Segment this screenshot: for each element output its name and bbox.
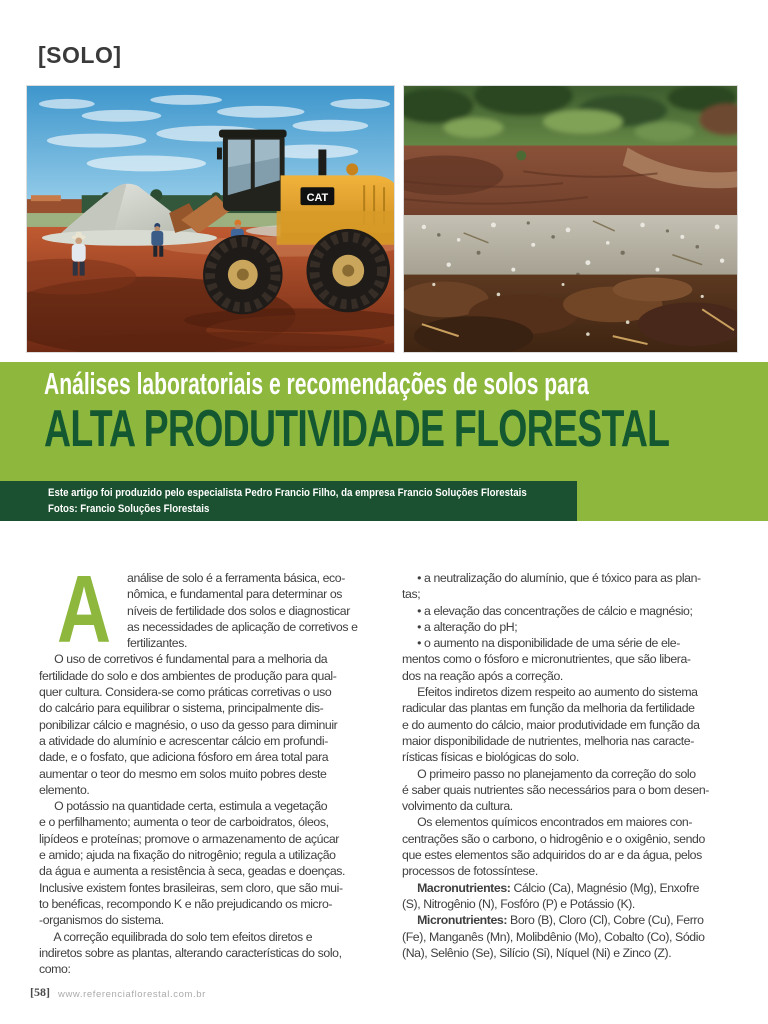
text-line: aumentar o teor do mesmo em solos muito pobres deste [39,766,327,781]
photo-loader-lime-pile [26,85,395,353]
text-line: processos de fotossíntese. [402,864,538,879]
footer-url: www.referenciaflorestal.com.br [58,989,206,1000]
text-line: • a neutralização do alumínio, que é tóxico para as plan- [402,571,701,585]
text-line: do calcário para equilibrar o sistema, principalmente dis- [39,701,324,716]
text-line: quer cultura. Considera-se como práticas corretivas o uso [39,685,332,700]
text-line: centrações são o carbono, o hidrogênio e o oxigênio, sendo [402,831,705,846]
text-line: é saber quais nutrientes são necessários para o bom desen- [402,782,709,797]
text-line: • a alteração do pH; [402,619,518,634]
text-line: Micronutrientes: Boro (B), Cloro (Cl), Cobre (Cu), Ferro [417,913,704,928]
text-line: fertilizantes. [127,636,188,651]
text-line: elemento. [39,782,90,797]
byline-line2: Fotos: Francio Soluções Florestais [48,502,210,515]
text-line: indiretos sobre as plantas, alterando características do solo, [39,945,342,960]
text-line: (Na), Selênio (Se), Silício (Si), Níquel (Ni) e Zinco (Z). [402,945,672,960]
loader-photo-illustration [27,86,394,352]
text-line: O potássio na quantidade certa, estimula a vegetação [39,799,328,814]
text-line: que estes elementos são adquiridos do ar e da água, pelos [402,848,702,863]
article-title: ALTA PRODUTIVIDADE FLORESTAL [44,400,670,458]
text-line: • o aumento na disponibilidade de uma série de ele- [402,636,680,651]
byline-line1: Este artigo foi produzido pelo especialista Pedro Francio Filho, da empresa Francio Soluções Florestais [48,487,527,499]
text-line: O primeiro passo no planejamento da correção do solo [402,766,696,781]
text-line: ponibilizar cálcio e magnésio, o uso da gesso para diminuir [39,717,338,732]
right-column-text [402,570,748,961]
text-line: volvimento da cultura. [402,799,513,814]
cat-logo-text: CAT [306,192,329,205]
photo-lime-on-soil [403,85,738,353]
text-line: Inclusive existem fontes brasileiras, sem cloro, que são mui- [39,880,343,895]
section-kicker: [SOLO] [38,42,122,68]
body-column-left [39,556,385,977]
page-number: [58] [30,985,50,999]
body-column-right [402,570,748,961]
text-line: (S), Nitrogênio (N), Fosfóro (P) e Potássio (K). [402,896,635,911]
text-line: to benéficas, recompondo K e não prejudicando os micro- [39,896,333,911]
text-line: níveis de fertilidade dos solos e diagnosticar [127,603,350,618]
text-line: Efeitos indiretos dizem respeito ao aumento do sistema [402,685,698,700]
text-line: e amido; ajuda na fixação do nitrogênio; regula a utilização [39,848,336,863]
text-line: e do aumento do cálcio, maior produtividade em função da [402,717,700,732]
text-line: como: [39,962,71,977]
text-line: e o perfilhamento; aumenta o teor de carboidratos, óleos, [39,815,329,830]
text-line: tas; [402,587,421,602]
text-line: mentos como o fósforo e micronutrientes, que são libera- [402,652,691,667]
text-line: O uso de corretivos é fundamental para a melhoria da [39,652,328,667]
text-line: análise de solo é a ferramenta básica, eco- [127,571,345,585]
text-line: fertilidade do solo e dos ambientes de produção para qual- [39,668,337,683]
text-line: nômica, e fundamental para determinar os [127,587,343,602]
text-line: (Fe), Manganês (Mn), Molibdênio (Mo), Cobalto (Co), Sódio [402,929,705,944]
text-line: dade, e o fosfato, que adiciona fósforo em área total para [39,750,329,765]
text-line: rísticas físicas e biológicas do solo. [402,750,579,765]
text-line: A correção equilibrada do solo tem efeitos diretos e [39,929,313,944]
text-line: as necessidades de aplicação de corretivos e [127,619,358,634]
byline-bar [0,481,577,521]
text-line: Macronutrientes: Cálcio (Ca), Magnésio (Mg), Enxofre [417,880,700,895]
text-line: -organismos do sistema. [39,913,164,928]
text-line: maior disponibilidade de nutrientes, melhoria nas caracte- [402,733,694,748]
text-line: • a elevação das concentrações de cálcio e magnésio; [402,603,693,618]
text-line: a atividade do alumínio e acrescentar cálcio em profundi- [39,733,328,748]
text-line: dos na reação após a correção. [402,668,563,683]
text-line: da água e aumenta a resistência à seca, geadas e doenças. [39,864,346,879]
text-line: Os elementos químicos encontrados em maiores con- [402,815,693,830]
text-line: lipídeos e proteínas; promove o armazenamento de açúcar [39,831,339,846]
byline-text [48,486,527,517]
soil-photo-illustration [404,86,737,352]
drop-cap: A [57,556,111,663]
text-line: radicular das plantas em função da melhoria da fertilidade [402,701,695,716]
article-subtitle: Análises laboratoriais e recomendações de solos para [44,366,589,401]
